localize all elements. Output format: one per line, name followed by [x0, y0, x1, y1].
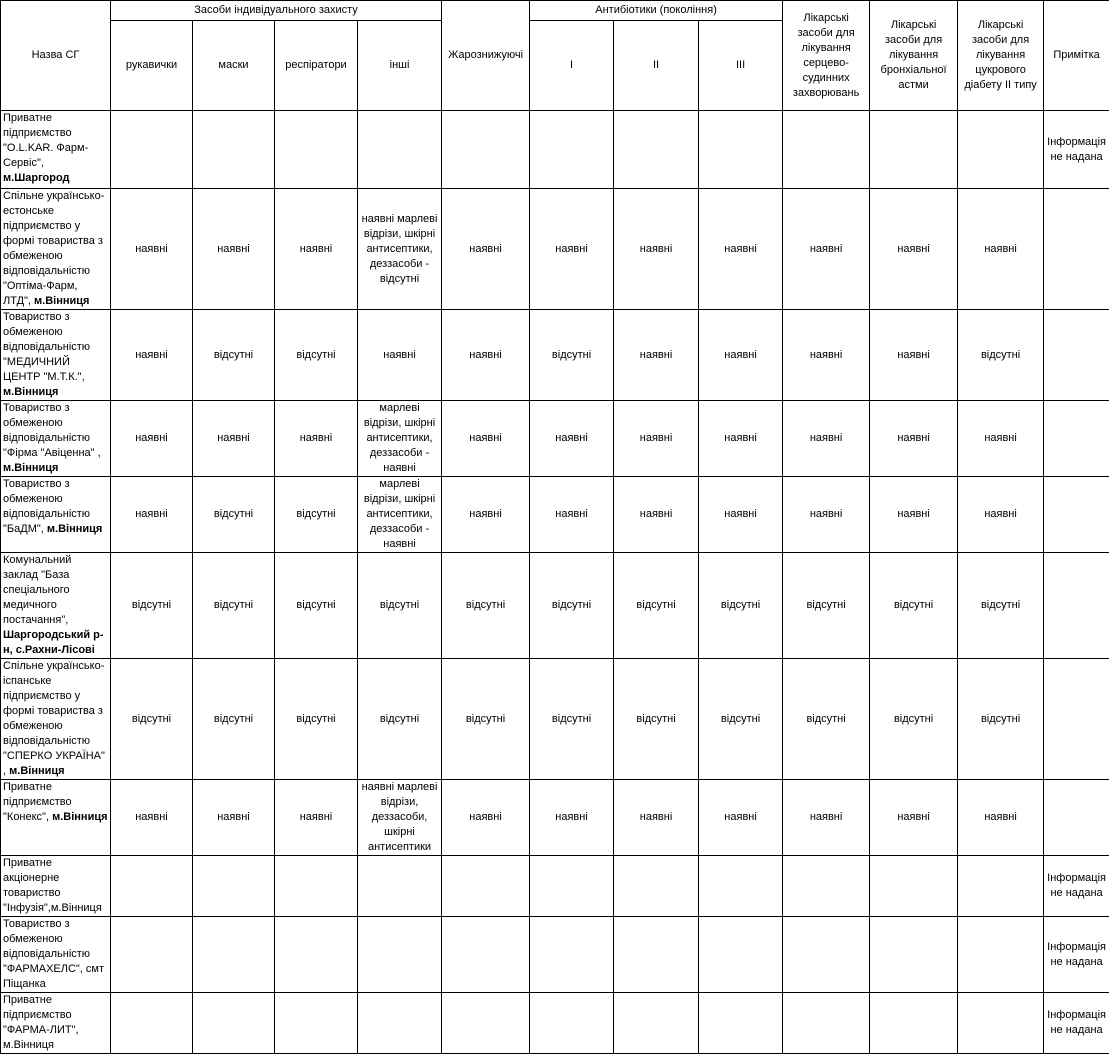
availability-cell: відсутні [275, 477, 358, 553]
availability-cell: наявні [783, 310, 870, 401]
availability-cell [614, 917, 699, 993]
availability-cell [275, 856, 358, 917]
company-city-text: м.Вінниця [3, 462, 58, 474]
availability-cell [783, 856, 870, 917]
availability-cell: наявні [275, 189, 358, 310]
note-cell [1044, 780, 1109, 856]
availability-cell: наявні [783, 477, 870, 553]
row-company-name [1, 189, 111, 310]
availability-cell: відсутні [530, 553, 614, 659]
availability-cell [870, 917, 958, 993]
availability-cell: наявні [442, 189, 530, 310]
availability-cell: наявні [958, 189, 1044, 310]
availability-cell [358, 856, 442, 917]
availability-cell [275, 993, 358, 1054]
availability-cell: наявні [614, 401, 699, 477]
availability-cell [111, 856, 193, 917]
availability-cell: наявні [111, 401, 193, 477]
availability-cell: наявні [783, 780, 870, 856]
availability-cell [275, 917, 358, 993]
availability-cell [870, 856, 958, 917]
availability-cell: наявні [958, 401, 1044, 477]
availability-cell: наявні [614, 189, 699, 310]
availability-cell: марлеві відрізи, шкірні антисептики, деззасоби - наявні [358, 477, 442, 553]
availability-cell: наявні [699, 189, 783, 310]
header-antipyretic: Жарознижуючі [442, 1, 530, 111]
availability-cell: наявні [699, 477, 783, 553]
availability-cell: наявні [111, 477, 193, 553]
availability-cell [530, 917, 614, 993]
table-row [1, 993, 1109, 1054]
row-company-name [1, 310, 111, 401]
availability-cell: наявні [193, 401, 275, 477]
availability-cell: відсутні [614, 659, 699, 780]
note-cell [1044, 553, 1109, 659]
row-company-name [1, 659, 111, 780]
availability-cell [958, 856, 1044, 917]
availability-cell [699, 856, 783, 917]
availability-cell: наявні [870, 310, 958, 401]
availability-cell [699, 111, 783, 189]
table-row [1, 189, 1109, 310]
availability-cell: відсутні [530, 310, 614, 401]
table-row [1, 553, 1109, 659]
company-city-text: м.Вінниця [3, 386, 58, 398]
availability-cell: наявні [111, 189, 193, 310]
header-asthma: Лікарські засоби для лікування бронхіальної астми [870, 1, 958, 111]
availability-cell: відсутні [275, 659, 358, 780]
company-city-text: м.Вінниця [9, 765, 64, 777]
company-name-text: Приватне підприємство "Конекс", [3, 781, 72, 823]
row-company-name [1, 553, 111, 659]
availability-cell [358, 917, 442, 993]
availability-cell [193, 856, 275, 917]
company-name-text: Приватне підприємство "O.L.KAR. Фарм-Сервіс", [3, 112, 88, 169]
header-masks: маски [193, 21, 275, 111]
row-company-name [1, 856, 111, 917]
header-diabetes: Лікарські засоби для лікування цукрового діабету ІІ типу [958, 1, 1044, 111]
table-row [1, 310, 1109, 401]
availability-cell [614, 856, 699, 917]
availability-cell [958, 917, 1044, 993]
availability-cell [783, 917, 870, 993]
note-cell: Інформація не надана [1044, 993, 1109, 1054]
availability-cell: відсутні [870, 659, 958, 780]
company-name-text: Спільне українсько-іспанське підприємство у формі товариства з обмеженою відповідальністю "СПЕРКО УКРАЇНА" , [3, 660, 105, 777]
availability-cell [442, 111, 530, 189]
availability-cell [958, 993, 1044, 1054]
row-company-name [1, 993, 111, 1054]
note-cell [1044, 659, 1109, 780]
company-name-text: Товариство з обмеженою відповідальністю "БаДМ", [3, 478, 90, 535]
availability-cell: відсутні [358, 553, 442, 659]
availability-cell: наявні [442, 310, 530, 401]
availability-cell: наявні [193, 189, 275, 310]
availability-cell: наявні [358, 310, 442, 401]
company-name-text: Приватне акціонерне товариство "Інфузія",м.Вінниця [3, 857, 102, 914]
availability-cell: наявні [870, 189, 958, 310]
header-antibiotics-group: Антибіотики (покоління) [530, 1, 783, 21]
header-other: інші [358, 21, 442, 111]
availability-cell: відсутні [275, 553, 358, 659]
availability-cell: наявні [699, 310, 783, 401]
availability-cell [783, 111, 870, 189]
header-antibiotic-gen-1: І [530, 21, 614, 111]
company-city-text: м.Вінниця [52, 811, 107, 823]
note-cell: Інформація не надана [1044, 111, 1109, 189]
availability-cell: наявні [958, 780, 1044, 856]
table-row [1, 477, 1109, 553]
availability-cell: відсутні [783, 659, 870, 780]
availability-cell: наявні [870, 477, 958, 553]
company-name-text: Комунальний заклад "База спеціального медичного постачання", [3, 554, 71, 626]
availability-cell: відсутні [958, 310, 1044, 401]
availability-cell [530, 993, 614, 1054]
availability-cell: наявні [699, 401, 783, 477]
availability-cell [783, 993, 870, 1054]
company-city-text: м.Шаргород [3, 172, 70, 184]
availability-cell [442, 917, 530, 993]
header-ppe-group: Засоби індивідуального захисту [111, 1, 442, 21]
note-cell [1044, 310, 1109, 401]
availability-cell [614, 993, 699, 1054]
availability-cell [111, 993, 193, 1054]
table-body [1, 111, 1109, 1054]
note-cell [1044, 189, 1109, 310]
company-city-text: Шаргородський р-н, с.Рахни-Лісові [3, 629, 104, 656]
availability-cell: відсутні [358, 659, 442, 780]
availability-cell: наявні [783, 189, 870, 310]
availability-cell: відсутні [958, 659, 1044, 780]
availability-cell [193, 993, 275, 1054]
availability-cell [111, 111, 193, 189]
company-name-text: Спільне українсько-естонське підприємство у формі товариства з обмеженою відповідальністю "Оптіма-Фарм, ЛТД", [3, 190, 104, 307]
availability-cell: відсутні [442, 659, 530, 780]
availability-cell [614, 111, 699, 189]
note-cell [1044, 401, 1109, 477]
availability-cell: наявні [530, 401, 614, 477]
availability-cell: наявні [275, 780, 358, 856]
availability-cell [870, 993, 958, 1054]
availability-cell: відсутні [783, 553, 870, 659]
availability-cell [699, 917, 783, 993]
table-row [1, 780, 1109, 856]
availability-cell [193, 111, 275, 189]
availability-cell: наявні марлеві відрізи, шкірні антисептики, деззасоби - відсутні [358, 189, 442, 310]
table-row [1, 856, 1109, 917]
availability-cell [358, 993, 442, 1054]
availability-cell: відсутні [699, 553, 783, 659]
availability-cell: відсутні [442, 553, 530, 659]
availability-cell: відсутні [193, 477, 275, 553]
availability-cell: наявні [699, 780, 783, 856]
availability-cell: наявні [111, 780, 193, 856]
note-cell: Інформація не надана [1044, 917, 1109, 993]
availability-cell: марлеві відрізи, шкірні антисептики, деззасоби - наявні [358, 401, 442, 477]
availability-cell: наявні [442, 780, 530, 856]
table-row [1, 111, 1109, 189]
row-company-name [1, 477, 111, 553]
company-name-text: Товариство з обмеженою відповідальністю "МЕДИЧНИЙ ЦЕНТР "М.Т.К.", [3, 311, 90, 383]
availability-cell [530, 111, 614, 189]
row-company-name [1, 401, 111, 477]
availability-cell: відсутні [958, 553, 1044, 659]
company-city-text: м.Вінниця [34, 295, 89, 307]
availability-cell: наявні [530, 477, 614, 553]
availability-cell: наявні [275, 401, 358, 477]
availability-cell: наявні [870, 401, 958, 477]
availability-cell: наявні [530, 189, 614, 310]
company-city-text: м.Вінниця [47, 523, 102, 535]
availability-cell: відсутні [275, 310, 358, 401]
availability-cell: наявні [442, 401, 530, 477]
availability-cell [193, 917, 275, 993]
row-company-name [1, 780, 111, 856]
header-respirators: респіратори [275, 21, 358, 111]
availability-cell: відсутні [193, 553, 275, 659]
availability-cell: відсутні [614, 553, 699, 659]
header-note: Примітка [1044, 1, 1109, 111]
availability-cell [958, 111, 1044, 189]
availability-cell: наявні [111, 310, 193, 401]
availability-cell: відсутні [870, 553, 958, 659]
note-cell: Інформація не надана [1044, 856, 1109, 917]
availability-cell: відсутні [530, 659, 614, 780]
availability-cell: наявні [958, 477, 1044, 553]
availability-cell [275, 111, 358, 189]
header-name: Назва СГ [1, 1, 111, 111]
header-antibiotic-gen-2: ІІ [614, 21, 699, 111]
table-row [1, 917, 1109, 993]
company-name-text: Товариство з обмеженою відповідальністю "ФАРМАХЕЛС", смт Піщанка [3, 918, 104, 990]
company-name-text: Товариство з обмеженою відповідальністю "Фірма "Авіценна" , [3, 402, 101, 459]
company-name-text: Приватне підприємство "ФАРМА-ЛИТ", м.Вінниця [3, 994, 79, 1051]
availability-cell: наявні [193, 780, 275, 856]
availability-cell: відсутні [699, 659, 783, 780]
table-row [1, 659, 1109, 780]
table-row [1, 401, 1109, 477]
availability-cell [111, 917, 193, 993]
availability-cell: наявні марлеві відрізи, деззасоби, шкірні антисептики [358, 780, 442, 856]
availability-cell: наявні [614, 780, 699, 856]
availability-cell: відсутні [111, 553, 193, 659]
availability-cell: наявні [614, 477, 699, 553]
row-company-name [1, 111, 111, 189]
availability-cell [530, 856, 614, 917]
note-cell [1044, 477, 1109, 553]
availability-cell: відсутні [193, 310, 275, 401]
availability-cell: наявні [614, 310, 699, 401]
availability-cell: наявні [870, 780, 958, 856]
row-company-name [1, 917, 111, 993]
availability-cell [442, 856, 530, 917]
availability-cell: наявні [530, 780, 614, 856]
availability-cell [442, 993, 530, 1054]
header-gloves: рукавички [111, 21, 193, 111]
header-cardio: Лікарські засоби для лікування серцево-судинних захворювань [783, 1, 870, 111]
availability-cell [358, 111, 442, 189]
availability-cell: наявні [442, 477, 530, 553]
header-antibiotic-gen-3: ІІІ [699, 21, 783, 111]
availability-cell [870, 111, 958, 189]
availability-cell: відсутні [111, 659, 193, 780]
availability-cell: наявні [783, 401, 870, 477]
availability-cell: відсутні [193, 659, 275, 780]
availability-cell [699, 993, 783, 1054]
